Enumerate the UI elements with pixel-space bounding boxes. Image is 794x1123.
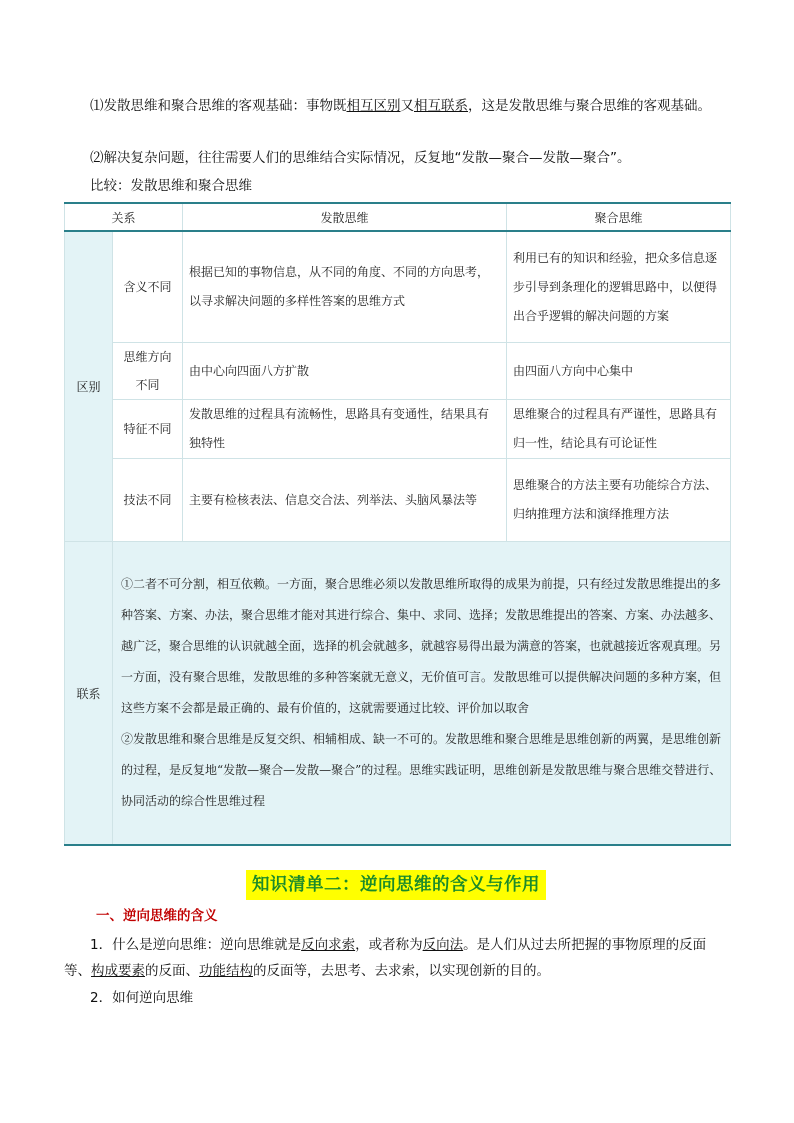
q1-underline-1: 反向求索 <box>301 937 356 953</box>
table-row <box>65 231 731 343</box>
cell-divergent: 由中心向四面八方扩散 <box>183 343 507 400</box>
cell-divergent: 根据已知的事物信息，从不同的角度、不同的方向思考，以寻求解决问题的多样性答案的思维方式 <box>183 231 507 343</box>
intro-p1-mid: 又 <box>400 98 414 114</box>
group-difference: 区别 <box>65 231 113 542</box>
cell-divergent: 主要有检核表法、信息交合法、列举法、头脑风暴法等 <box>183 459 507 542</box>
table-row <box>65 400 731 459</box>
sub-heading: 一、逆向思维的含义 <box>96 908 218 924</box>
q1-post: 的反面等，去思考、去求索，以实现创新的目的。 <box>253 963 550 979</box>
header-convergent: 聚合思维 <box>507 203 731 231</box>
intro-paragraph-1 <box>64 94 730 118</box>
link-paragraph-1: ①二者不可分割，相互依赖。一方面，聚合思维必须以发散思维所取得的成果为前提，只有经过发散思维提出的多种答案、方案、办法，聚合思维才能对其进行综合、集中、求同、选择；发散思维提出的答案、方案、办法越多、越广泛，聚合思维的认识就越全面，选择的机会就越多，就越容易得出最为满意的答案，也就越接近客观真理。另一方面，没有聚合思维，发散思维的多种答案就无意义，无价值可言。发散思维可以提供解决问题的多种方案，但这些方案不会都是最正确的、最有价值的，这就需要通过比较、评价加以取舍 <box>121 577 722 715</box>
intro-paragraph-2: ⑵解决复杂问题，往往需要人们的思维结合实际情况，反复地“发散—聚合—发散—聚合”。 <box>90 150 631 166</box>
section-title: 知识清单二：逆向思维的含义与作用 <box>246 870 546 900</box>
cell-convergent: 思维聚合的过程具有严谨性，思路具有归一性，结论具有可论证性 <box>507 400 731 459</box>
group-link: 联系 <box>65 542 113 846</box>
intro-p1-pre: ⑴发散思维和聚合思维的客观基础：事物既 <box>90 98 347 114</box>
cell-convergent: 利用已有的知识和经验，把众多信息逐步引导到条理化的逻辑思路中，以便得出合乎逻辑的解决问题的方案 <box>507 231 731 343</box>
cell-convergent: 思维聚合的方法主要有功能综合方法、归纳推理方法和演绎推理方法 <box>507 459 731 542</box>
q1-underline-4: 功能结构 <box>199 963 253 979</box>
comparison-table <box>64 202 731 846</box>
table-row <box>65 459 731 542</box>
link-paragraph-2: ②发散思维和聚合思维是反复交织、相辅相成、缺一不可的。发散思维和聚合思维是思维创新的两翼，是思维创新的过程，是反复地“发散—聚合—发散—聚合”的过程。思维实践证明，思维创新是发散思维与聚合思维交替进行、协同活动的综合性思维过程 <box>121 732 722 808</box>
intro-p1-post: ，这是发散思维与聚合思维的客观基础。 <box>468 98 711 114</box>
q1-mid-2: 。是人们从过去所把握的事物原理的反面等、 <box>64 937 707 979</box>
intro-p1-underline-1: 相互区别 <box>346 98 401 114</box>
link-content <box>113 542 731 846</box>
row-label: 技法不同 <box>113 459 183 542</box>
row-label: 含义不同 <box>113 231 183 343</box>
header-divergent: 发散思维 <box>183 203 507 231</box>
q1-underline-3: 构成要素 <box>91 963 145 979</box>
comparison-caption: 比较：发散思维和聚合思维 <box>90 178 252 194</box>
q1-mid-1: ，或者称为 <box>355 937 423 953</box>
row-label: 思维方向不同 <box>113 343 183 400</box>
header-relation: 关系 <box>65 203 183 231</box>
q1-mid-3: 的反面、 <box>145 963 199 979</box>
table-header-row <box>65 203 731 231</box>
cell-divergent: 发散思维的过程具有流畅性，思路具有变通性，结果具有独特性 <box>183 400 507 459</box>
table-row <box>65 343 731 400</box>
how-paragraph: 2．如何逆向思维 <box>90 990 194 1006</box>
definition-paragraph <box>64 932 730 984</box>
table-row-link <box>65 542 731 846</box>
q1-underline-2: 反向法 <box>422 937 464 953</box>
cell-convergent: 由四面八方向中心集中 <box>507 343 731 400</box>
row-label: 特征不同 <box>113 400 183 459</box>
q1-pre: 1．什么是逆向思维：逆向思维就是 <box>90 937 302 953</box>
intro-p1-underline-2: 相互联系 <box>414 98 468 114</box>
